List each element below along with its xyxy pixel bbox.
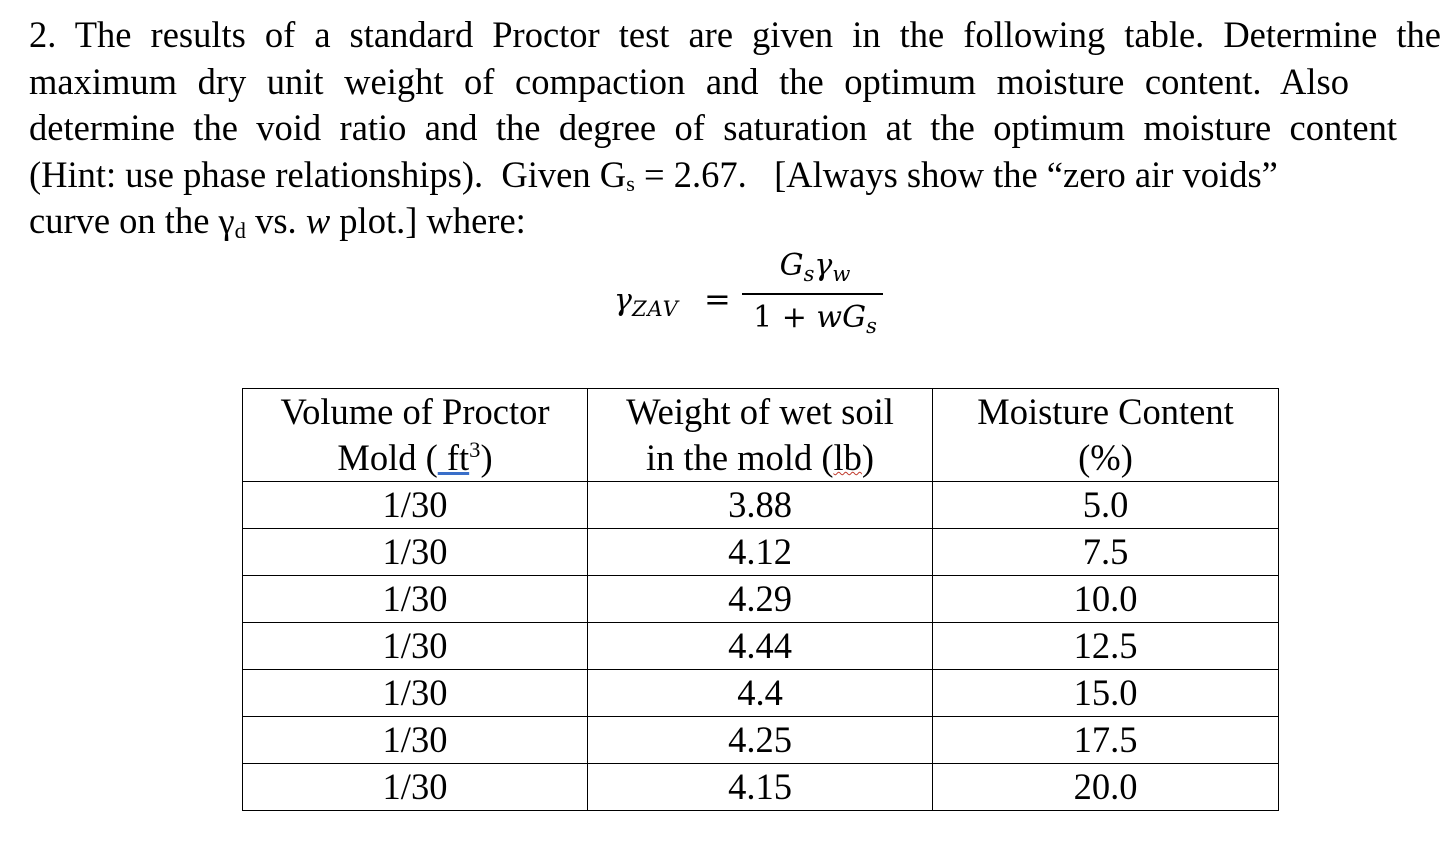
cell-moisture: 17.5 [933, 717, 1279, 764]
problem-line-5-part-b: vs. [245, 200, 306, 241]
header-mold-volume-line-1: Volume of Proctor [280, 391, 550, 432]
header-mold-volume-line-2-b: ) [480, 437, 493, 478]
cell-moisture: 7.5 [933, 529, 1279, 576]
cell-mold-volume: 1/30 [243, 623, 588, 670]
numerator-gamma: γ [814, 248, 833, 283]
header-unit-exponent: 3 [469, 436, 481, 462]
cell-moisture: 10.0 [933, 576, 1279, 623]
cell-mold-volume: 1/30 [243, 576, 588, 623]
zero-air-voids-formula [612, 246, 902, 346]
header-moisture-content [933, 389, 1279, 482]
cell-wet-weight: 4.44 [588, 623, 933, 670]
gamma-d-subscript: d [234, 217, 246, 243]
table-row [243, 482, 1279, 529]
header-mold-volume-line-2-a: Mold ( [337, 437, 438, 478]
table-row [243, 623, 1279, 670]
problem-line-4-part-a: (Hint: use phase relationships). Given G [29, 153, 627, 195]
cell-mold-volume: 1/30 [243, 764, 588, 811]
formula-equals: = [704, 280, 731, 318]
problem-line-5-part-a: curve on the γ [29, 200, 235, 241]
numerator-g: G [779, 248, 804, 283]
cell-wet-weight: 4.12 [588, 529, 933, 576]
cell-mold-volume: 1/30 [243, 482, 588, 529]
header-wet-soil-weight [588, 389, 933, 482]
problem-line-5-part-c: plot.] where: [330, 200, 526, 241]
numerator-gamma-subscript: w [832, 262, 851, 286]
cell-moisture: 5.0 [933, 482, 1279, 529]
formula-denominator [745, 300, 885, 338]
cell-wet-weight: 4.25 [588, 717, 933, 764]
moisture-symbol: w [305, 200, 331, 241]
denominator-g: G [842, 300, 867, 335]
header-mold-volume [243, 389, 588, 482]
table-header-row [243, 389, 1279, 482]
cell-mold-volume: 1/30 [243, 529, 588, 576]
problem-line-5 [29, 198, 1441, 245]
cell-wet-weight: 4.15 [588, 764, 933, 811]
cell-wet-weight: 4.4 [588, 670, 933, 717]
header-wet-soil-weight-line-2-b: ) [861, 437, 875, 478]
cell-wet-weight: 4.29 [588, 576, 933, 623]
table-row [243, 576, 1279, 623]
cell-moisture: 15.0 [933, 670, 1279, 717]
numerator-g-subscript: s [803, 262, 815, 286]
proctor-results-table [242, 388, 1279, 811]
fraction-bar [742, 293, 883, 295]
header-moisture-content-line-1: Moisture Content [977, 391, 1234, 432]
cell-mold-volume: 1/30 [243, 670, 588, 717]
cell-moisture: 20.0 [933, 764, 1279, 811]
formula-lhs-subscript: ZAV [631, 297, 679, 321]
problem-statement [29, 12, 1441, 245]
formula-lhs [614, 283, 679, 321]
cell-moisture: 12.5 [933, 623, 1279, 670]
cell-wet-weight: 3.88 [588, 482, 933, 529]
header-moisture-content-line-2: (%) [1078, 437, 1133, 478]
table-row [243, 717, 1279, 764]
formula-lhs-gamma: γ [614, 283, 632, 318]
denominator-g-subscript: s [866, 314, 877, 338]
problem-line-4 [29, 152, 1441, 199]
cell-mold-volume: 1/30 [243, 717, 588, 764]
header-wet-soil-weight-line-2-a: in the mold ( [645, 437, 834, 478]
table-row [243, 670, 1279, 717]
header-wet-soil-weight-line-2 [588, 435, 932, 481]
header-wet-soil-weight-line-1: Weight of wet soil [626, 391, 894, 432]
problem-line-2: maximum dry unit weight of compaction and the optimum moisture content. Also [29, 60, 1349, 102]
problem-line-4-part-b: = 2.67. [Always show the “zero air voids” [634, 153, 1278, 195]
header-mold-volume-line-2 [243, 435, 587, 481]
gs-subscript: s [626, 171, 635, 197]
table-row [243, 529, 1279, 576]
denominator-w: w [816, 300, 843, 335]
table-row [243, 764, 1279, 811]
denominator-prefix: 1 + [753, 300, 817, 335]
header-unit-ft: ft [437, 437, 470, 478]
problem-line-1: 2. The results of a standard Proctor test are given in the following table. Determine the [29, 14, 1441, 55]
formula-numerator [745, 248, 885, 286]
problem-line-3: determine the void ratio and the degree of saturation at the optimum moisture content [29, 107, 1397, 148]
header-unit-lb: lb [833, 437, 862, 478]
